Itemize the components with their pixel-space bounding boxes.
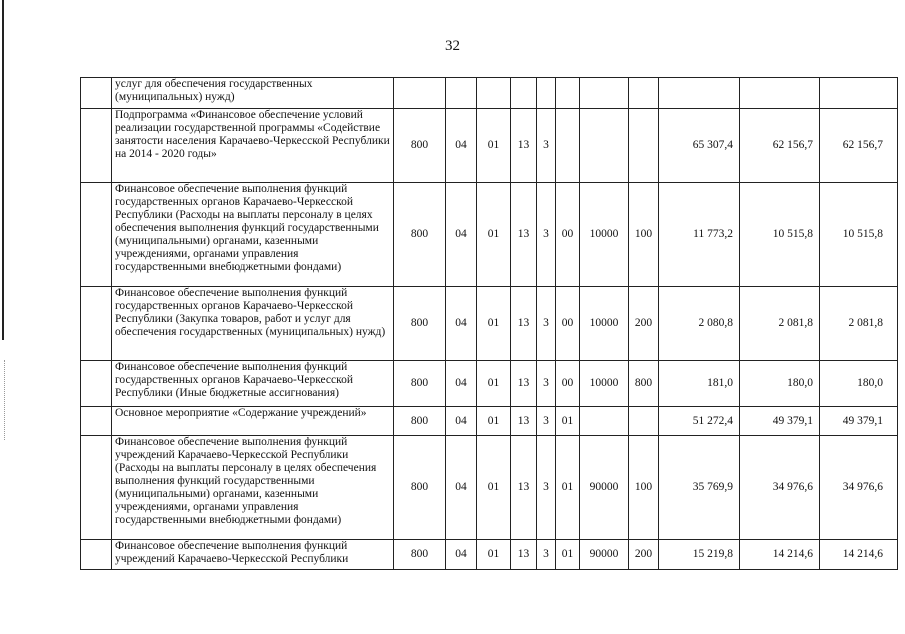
event-code: 00: [556, 287, 580, 361]
row-name: Основное мероприятие «Содержание учреждений»: [112, 407, 394, 436]
section-code: 04: [446, 183, 477, 287]
direction-code: 90000: [580, 540, 629, 570]
section-code: 04: [446, 361, 477, 407]
table-row: [81, 407, 898, 436]
section-code: 04: [446, 287, 477, 361]
subsection-code: 01: [477, 436, 511, 540]
direction-code: 10000: [580, 183, 629, 287]
ministry-code: 800: [394, 407, 446, 436]
subprogram-code: 3: [537, 287, 556, 361]
row-name: Финансовое обеспечение выполнения функций государственных органов Карачаево-Черкесской Республики (Расходы на выплаты персоналу в целях обеспечения выполнения функций государственными (муниципальными) органами, казенными учреждениями, органами управления государственными внебюджетными фондами): [112, 183, 394, 287]
subsection-code: [477, 78, 511, 109]
subsection-code: 01: [477, 287, 511, 361]
table-row: [81, 183, 898, 287]
section-code: 04: [446, 436, 477, 540]
row-name: Финансовое обеспечение выполнения функций государственных органов Карачаево-Черкесской Республики (Иные бюджетные ассигнования): [112, 361, 394, 407]
subprogram-code: [537, 78, 556, 109]
amount-2019: [740, 78, 820, 109]
index-cell: [81, 361, 112, 407]
index-cell: [81, 540, 112, 570]
amount-2019: 49 379,1: [740, 407, 820, 436]
amount-2020: 180,0: [820, 361, 898, 407]
index-cell: [81, 407, 112, 436]
direction-code: [580, 78, 629, 109]
amount-2020: [820, 78, 898, 109]
direction-code: [580, 109, 629, 183]
amount-2019: 34 976,6: [740, 436, 820, 540]
program-code: 13: [511, 407, 537, 436]
ministry-code: 800: [394, 361, 446, 407]
expense-type-code: 200: [629, 540, 659, 570]
table-row: [81, 109, 898, 183]
event-code: [556, 109, 580, 183]
event-code: 01: [556, 436, 580, 540]
amount-2018: [659, 78, 740, 109]
amount-2020: 14 214,6: [820, 540, 898, 570]
amount-2018: 35 769,9: [659, 436, 740, 540]
amount-2020: 2 081,8: [820, 287, 898, 361]
amount-2018: 181,0: [659, 361, 740, 407]
table-row: [81, 361, 898, 407]
row-name: Финансовое обеспечение выполнения функций учреждений Карачаево-Черкесской Республики: [112, 540, 394, 570]
amount-2019: 180,0: [740, 361, 820, 407]
amount-2019: 62 156,7: [740, 109, 820, 183]
amount-2019: 10 515,8: [740, 183, 820, 287]
direction-code: [580, 407, 629, 436]
expense-type-code: 200: [629, 287, 659, 361]
expense-type-code: 800: [629, 361, 659, 407]
event-code: 01: [556, 540, 580, 570]
expense-type-code: [629, 109, 659, 183]
direction-code: 10000: [580, 287, 629, 361]
amount-2019: 14 214,6: [740, 540, 820, 570]
program-code: 13: [511, 287, 537, 361]
program-code: 13: [511, 361, 537, 407]
amount-2018: 51 272,4: [659, 407, 740, 436]
direction-code: 90000: [580, 436, 629, 540]
page-number: 32: [445, 38, 460, 54]
index-cell: [81, 109, 112, 183]
row-name: Финансовое обеспечение выполнения функций государственных органов Карачаево-Черкесской Республики (Закупка товаров, работ и услуг для обеспечения государственных (муниципальных) нужд): [112, 287, 394, 361]
expense-type-code: 100: [629, 436, 659, 540]
amount-2020: 62 156,7: [820, 109, 898, 183]
subsection-code: 01: [477, 361, 511, 407]
row-name: Финансовое обеспечение выполнения функций учреждений Карачаево-Черкесской Республики (Расходы на выплаты персоналу в целях обеспечения выполнения функций государственными (муниципальными) органами, казенными учреждениями, органами управления государственными внебюджетными фондами): [112, 436, 394, 540]
expense-type-code: [629, 407, 659, 436]
section-code: 04: [446, 407, 477, 436]
amount-2018: 15 219,8: [659, 540, 740, 570]
subprogram-code: 3: [537, 407, 556, 436]
section-code: 04: [446, 109, 477, 183]
table-row: [81, 78, 898, 109]
amount-2020: 49 379,1: [820, 407, 898, 436]
amount-2020: 34 976,6: [820, 436, 898, 540]
ministry-code: 800: [394, 287, 446, 361]
amount-2018: 65 307,4: [659, 109, 740, 183]
row-name: Подпрограмма «Финансовое обеспечение условий реализации государственной программы «Содействие занятости населения Карачаево-Черкесской Республики на 2014 - 2020 годы»: [112, 109, 394, 183]
event-code: 00: [556, 183, 580, 287]
event-code: [556, 78, 580, 109]
subprogram-code: 3: [537, 109, 556, 183]
index-cell: [81, 78, 112, 109]
subprogram-code: 3: [537, 361, 556, 407]
subprogram-code: 3: [537, 183, 556, 287]
program-code: 13: [511, 109, 537, 183]
table-row: [81, 436, 898, 540]
ministry-code: 800: [394, 436, 446, 540]
direction-code: 10000: [580, 361, 629, 407]
budget-table: [80, 77, 898, 570]
table-row: [81, 287, 898, 361]
ministry-code: 800: [394, 109, 446, 183]
event-code: 01: [556, 407, 580, 436]
ministry-code: 800: [394, 183, 446, 287]
amount-2018: 2 080,8: [659, 287, 740, 361]
section-code: 04: [446, 540, 477, 570]
amount-2018: 11 773,2: [659, 183, 740, 287]
program-code: [511, 78, 537, 109]
expense-type-code: [629, 78, 659, 109]
table-row: [81, 540, 898, 570]
subsection-code: 01: [477, 407, 511, 436]
row-name: услуг для обеспечения государственных (муниципальных) нужд): [112, 78, 394, 109]
program-code: 13: [511, 183, 537, 287]
subsection-code: 01: [477, 540, 511, 570]
expense-type-code: 100: [629, 183, 659, 287]
program-code: 13: [511, 540, 537, 570]
index-cell: [81, 287, 112, 361]
index-cell: [81, 183, 112, 287]
ministry-code: [394, 78, 446, 109]
subprogram-code: 3: [537, 436, 556, 540]
subsection-code: 01: [477, 183, 511, 287]
page-edge-dots: [4, 360, 6, 440]
ministry-code: 800: [394, 540, 446, 570]
index-cell: [81, 436, 112, 540]
amount-2019: 2 081,8: [740, 287, 820, 361]
subsection-code: 01: [477, 109, 511, 183]
subprogram-code: 3: [537, 540, 556, 570]
event-code: 00: [556, 361, 580, 407]
program-code: 13: [511, 436, 537, 540]
amount-2020: 10 515,8: [820, 183, 898, 287]
section-code: [446, 78, 477, 109]
